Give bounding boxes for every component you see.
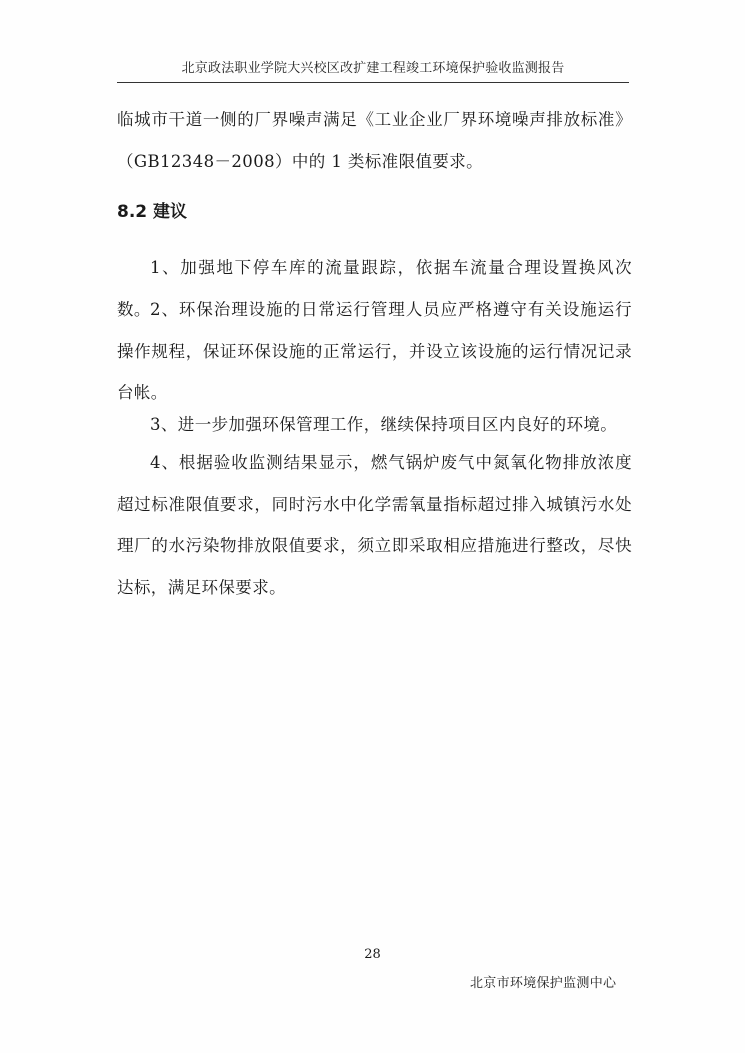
recommendation-item-4: 4、根据验收监测结果显示，燃气锅炉废气中氮氧化物排放浓度超过标准限值要求，同时污水中化学需氧量指标超过排入城镇污水处理厂的水污染物排放限值要求，须立即采取相应措施进行整改，尽快达标，满足环保要求。 [117,453,632,597]
footer-organization: 北京市环境保护监测中心 [470,976,617,991]
continuation-paragraph: 临城市干道一侧的厂界噪声满足《工业企业厂界环境噪声排放标准》（GB12348－2008）中的 1 类标准限值要求。 [117,110,632,171]
recommendation-item-2: 2、环保治理设施的日常运行管理人员应严格遵守有关设施运行操作规程，保证环保设施的正常运行，并设立该设施的运行情况记录台帐。 [117,300,632,402]
header-divider [117,82,629,83]
section-heading: 8.2 建议 [117,202,188,222]
page-number: 28 [364,947,381,962]
recommendation-item-1: 1、加强地下停车库的流量跟踪，依据车流量合理设置换风次数。 [117,258,632,319]
running-header-title: 北京政法职业学院大兴校区改扩建工程竣工环境保护验收监测报告 [181,61,565,76]
recommendation-item-3: 3、进一步加强环保管理工作，继续保持项目区内良好的环境。 [150,415,618,434]
